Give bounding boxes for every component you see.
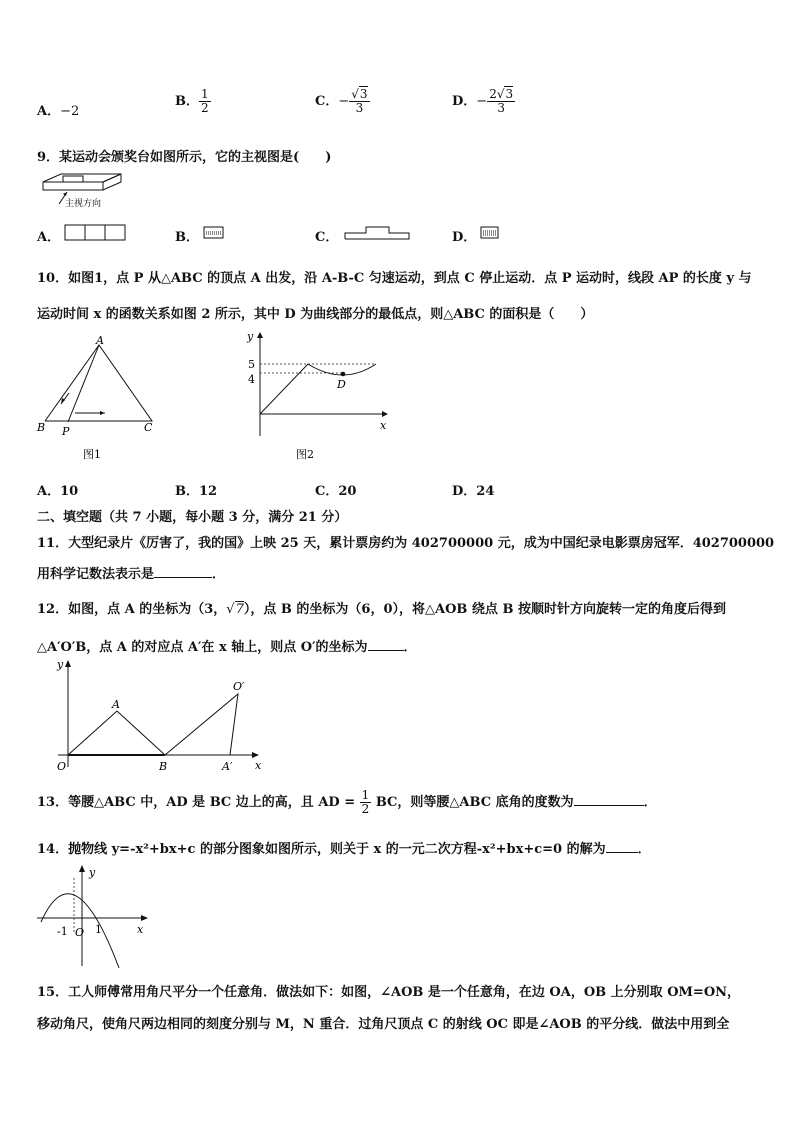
q9-option-d: D． xyxy=(452,230,477,245)
q8-option-c: C．− $\frac{√3}{3}$ xyxy=(315,87,368,116)
svg-text:O′: O′ xyxy=(233,680,245,693)
svg-text:图1: 图1 xyxy=(83,448,101,461)
q9-option-c-figure xyxy=(344,224,412,242)
svg-text:5: 5 xyxy=(248,358,255,371)
svg-text:A: A xyxy=(112,698,120,711)
q11-stem-line2: 用科学记数法表示是 ． xyxy=(37,567,226,582)
q9-option-b: B． xyxy=(175,230,199,245)
q12-stem-line2: △A′O′B，点 A 的对应点 A′在 x 轴上，则点 O′的坐标为 ． xyxy=(37,640,417,655)
svg-text:图2: 图2 xyxy=(296,448,314,461)
svg-text:-1: -1 xyxy=(57,925,68,938)
svg-text:4: 4 xyxy=(248,373,255,386)
q8-option-d: D．− $\frac{2√3}{3}$ xyxy=(452,87,514,116)
svg-text:B: B xyxy=(159,760,168,773)
svg-text:y: y xyxy=(247,330,254,343)
svg-text:O: O xyxy=(57,760,67,773)
svg-text:A′: A′ xyxy=(222,760,233,773)
q9-podium-figure xyxy=(37,170,127,212)
q9-option-a: A． xyxy=(37,230,61,245)
q14-answer-blank[interactable] xyxy=(606,840,638,853)
svg-text:D: D xyxy=(337,378,346,391)
q10-option-d: D．24 xyxy=(452,484,495,499)
svg-text:x: x xyxy=(137,923,144,936)
q10-stem-line2: 运动时间 x 的函数关系如图 2 所示，其中 D 为曲线部分的最低点，则△ABC 的面积是（ ） xyxy=(37,307,594,322)
q9-option-c: C． xyxy=(315,230,339,245)
q11-answer-blank[interactable] xyxy=(154,565,212,578)
svg-text:主视方向: 主视方向 xyxy=(65,199,102,209)
q14-figure xyxy=(33,860,153,972)
q12-stem-line1: 12．如图，点 A 的坐标为（3，√7），点 B 的坐标为（6，0），将△AOB 绕点 B 按顺时针方向旋转一定的角度后得到 xyxy=(37,602,726,617)
svg-text:x: x xyxy=(255,759,262,772)
section-2-title: 二、填空题（共 7 小题，每小题 3 分，满分 21 分） xyxy=(37,510,348,525)
svg-text:B: B xyxy=(37,421,46,434)
q13-stem: 13．等腰△ABC 中，AD 是 BC 边上的高，且 AD = $\frac{1}{2}$ BC，则等腰△ABC 底角的度数为 ． xyxy=(37,788,657,817)
q9-stem: 9．某运动会颁奖台如图所示，它的主视图是( ) xyxy=(37,150,332,165)
q8-option-a: A．−2 xyxy=(37,104,80,119)
svg-text:A: A xyxy=(96,334,104,347)
svg-text:P: P xyxy=(62,425,70,438)
q12-answer-blank[interactable] xyxy=(368,638,404,651)
q10-option-a: A．10 xyxy=(37,484,79,499)
q14-stem: 14．抛物线 y=-x²+bx+c 的部分图象如图所示，则关于 x 的一元二次方程-x²+bx+c=0 的解为 ． xyxy=(37,842,651,857)
q9-option-b-figure xyxy=(203,226,225,240)
svg-text:x: x xyxy=(380,419,387,432)
q13-answer-blank[interactable] xyxy=(574,793,644,806)
q15-stem-line2: 移动角尺，使角尺两边相同的刻度分别与 M，N 重合．过角尺顶点 C 的射线 OC 即是∠AOB 的平分线．做法中用到全 xyxy=(37,1017,730,1032)
q11-stem-line1: 11．大型纪录片《厉害了，我的国》上映 25 天，累计票房约为 402700000 元，成为中国纪录电影票房冠军．402700000 xyxy=(37,536,775,551)
q9-option-d-figure xyxy=(480,226,500,240)
q10-stem-line1: 10．如图1，点 P 从△ABC 的顶点 A 出发，沿 A-B-C 匀速运动，到点 C 停止运动．点 P 运动时，线段 AP 的长度 y 与 xyxy=(37,271,752,286)
q8-option-b: B． $\frac{1}{2}$ xyxy=(175,87,209,116)
svg-text:1: 1 xyxy=(95,923,102,936)
svg-text:C: C xyxy=(144,421,153,434)
q15-stem-line1: 15．工人师傅常用角尺平分一个任意角．做法如下：如图，∠AOB 是一个任意角，在边 OA，OB 上分别取 OM=ON， xyxy=(37,985,741,1000)
q10-figure1 xyxy=(35,333,165,465)
svg-text:y: y xyxy=(57,658,64,671)
svg-text:y: y xyxy=(89,866,96,879)
q10-option-b: B．12 xyxy=(175,484,218,499)
svg-text:O: O xyxy=(75,926,85,939)
q10-option-c: C．20 xyxy=(315,484,357,499)
q10-figure2 xyxy=(238,328,398,465)
q12-figure xyxy=(52,655,272,777)
q9-option-a-figure xyxy=(64,224,128,242)
